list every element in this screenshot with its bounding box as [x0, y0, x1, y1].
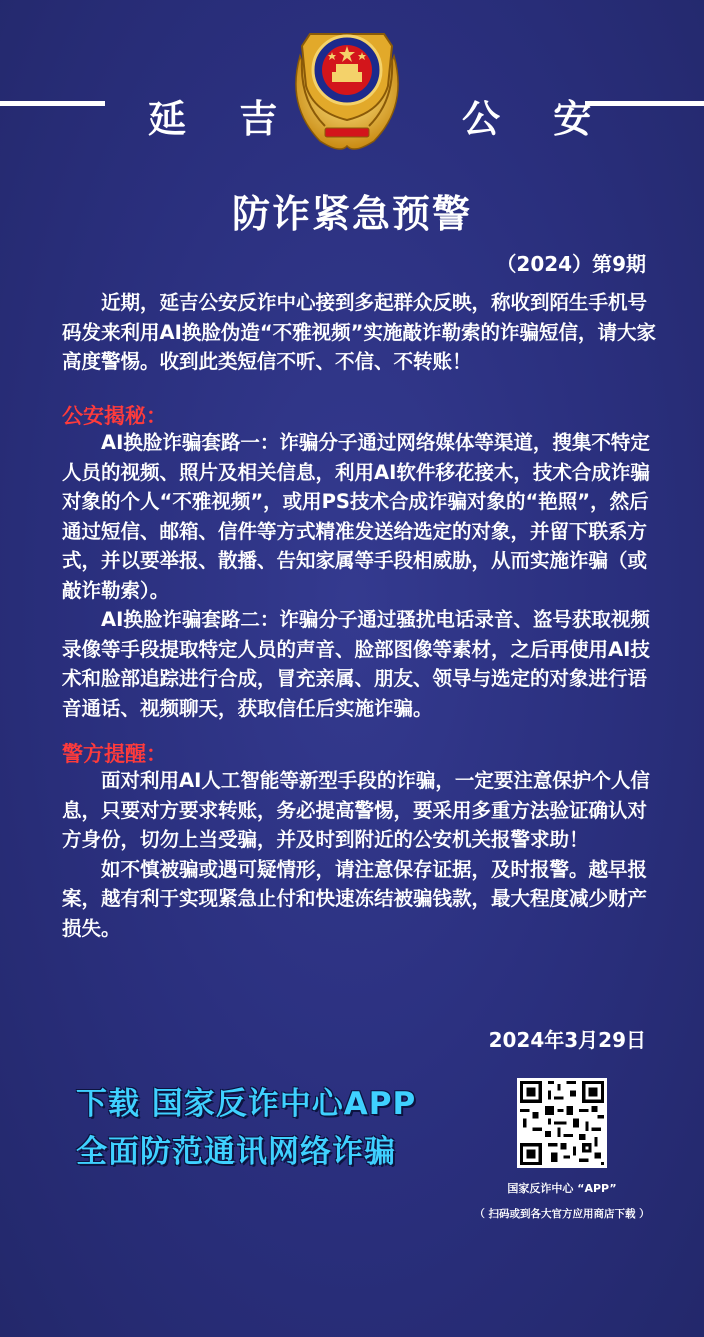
publish-date: 2024年3月29日: [488, 1028, 646, 1052]
cta-line-prevent: 全面防范通讯网络诈骗: [76, 1134, 396, 1170]
section-body-police-reveal: [62, 428, 662, 723]
section-heading-police-reminder: 警方提醒：: [62, 742, 167, 766]
issue-number: （2024）第9期: [496, 252, 646, 276]
paragraph: AI换脸诈骗套路二：诈骗分子通过骚扰电话录音、盗号获取视频录像等手段提取特定人员的声音、脸部图像等素材，之后再使用AI技术和脸部追踪进行合成，冒充亲属、朋友、领导与选定的对象进行语音通话、视频聊天，获取信任后实施诈骗。: [62, 608, 650, 720]
section-body-police-reminder: [62, 766, 662, 943]
paragraph: 面对利用AI人工智能等新型手段的诈骗，一定要注意保护个人信息，只要对方要求转账，务必提高警惕，要采用多重方法验证确认对方身份，切勿上当受骗，并及时到附近的公安机关报警求助！: [62, 769, 650, 851]
intro-text: 近期，延吉公安反诈中心接到多起群众反映，称收到陌生手机号码发来利用AI换脸伪造“不雅视频”实施敲诈勒索的诈骗短信，请大家高度警惕。收到此类短信不听、不信、不转账！: [62, 291, 656, 373]
cta-line-download: 下载 国家反诈中心APP: [76, 1086, 417, 1122]
qr-code-icon[interactable]: [517, 1078, 607, 1168]
header-rule-left: [0, 101, 105, 106]
qr-note: （ 扫码或到各大官方应用商店下载 ）: [474, 1208, 650, 1220]
intro-paragraph: [62, 288, 662, 377]
police-emblem-icon: [280, 16, 414, 156]
header-police: 公 安: [462, 96, 612, 141]
qr-label: 国家反诈中心 “APP”: [507, 1182, 617, 1195]
page-title: 防诈紧急预警: [231, 192, 472, 236]
section-heading-police-reveal: 公安揭秘：: [62, 404, 167, 428]
paragraph: AI换脸诈骗套路一：诈骗分子通过网络媒体等渠道，搜集不特定人员的视频、照片及相关信息，利用AI软件移花接木，技术合成诈骗对象的个人“不雅视频”，或用PS技术合成诈骗对象的“艳照”，然后通过短信、邮箱、信件等方式精准发送给选定的对象，并留下联系方式，并以要举报、散播、告知家属等手段相威胁，从而实施诈骗（或敲诈勒索）。: [62, 431, 650, 602]
header-city: 延 吉: [148, 96, 298, 141]
paragraph: 如不慎被骗或遇可疑情形，请注意保存证据，及时报警。越早报案，越有利于实现紧急止付和快速冻结被骗钱款，最大程度减少财产损失。: [62, 857, 648, 940]
